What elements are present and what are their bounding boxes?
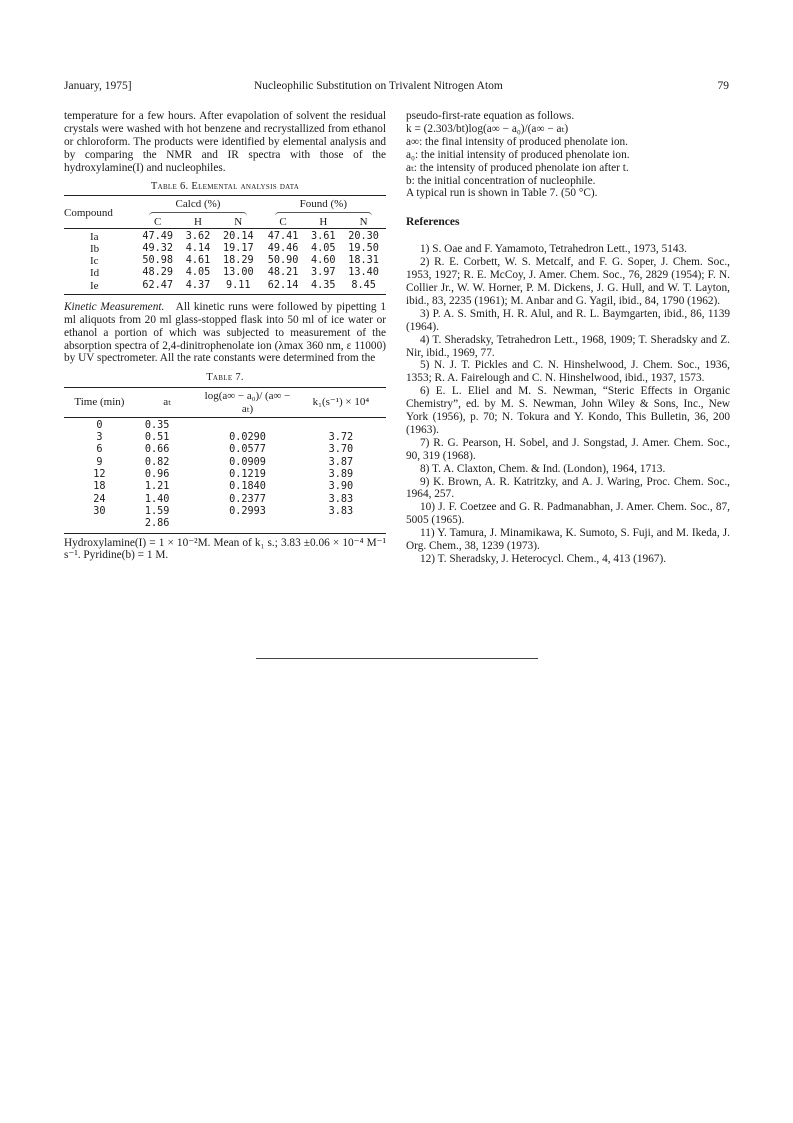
sub-header: C — [154, 215, 162, 228]
page-number: 79 — [717, 80, 729, 92]
reference-item: 4) T. Sheradsky, Tetrahedron Lett., 1968, 1909; T. Sheradsky and Z. Nir, ibid., 1969, 77. — [406, 333, 730, 359]
sub-header: N — [234, 215, 243, 228]
compound-cell: Ib — [90, 243, 100, 256]
value-cell: 13.40 — [348, 267, 379, 279]
value-cell: 49.32 — [142, 243, 174, 255]
value-cell: 20.14 — [216, 228, 261, 243]
table-row — [64, 267, 386, 279]
time-cell: 18 — [93, 481, 106, 493]
at-cell: 2.86 — [135, 518, 199, 533]
table-row — [64, 432, 386, 444]
experimental-paragraph: temperature for a few hours. After evapolation of solvent the residual crystals were washed with hot benzene and recrystallized from ethanol or chloroform. The products were identified by elemental analysis and by comparing the NMR and IR spectra with those of the hydroxylamine(I) and nucleophiles. — [64, 110, 386, 174]
col-found — [261, 196, 386, 216]
reference-item: 5) N. J. T. Pickles and C. N. Hinshelwood, J. Chem. Soc., 1936, 1353; R. A. Fairelough and C. N. Hinshelwood, ibid., 1937, 1573. — [406, 359, 730, 385]
value-cell: 13.00 — [222, 267, 254, 279]
definition-line: b: the initial concentration of nucleophile. — [406, 174, 596, 187]
kinetic-run-table — [64, 387, 386, 533]
col-time: Time (min) — [64, 388, 135, 418]
reference-item: 9) K. Brown, A. R. Katritzky, and A. J. Waring, Proc. Chem. Soc., 1964, 257. — [406, 475, 730, 501]
sub-header: H — [319, 215, 328, 228]
compound-cell: Ic — [90, 255, 99, 268]
value-cell: 48.29 — [142, 267, 174, 279]
value-cell: 50.90 — [267, 255, 299, 267]
at-cell: 0.51 — [144, 432, 170, 444]
sub-header: N — [359, 215, 368, 228]
time-cell: 30 — [93, 505, 106, 517]
value-cell: 18.29 — [222, 255, 254, 267]
value-cell: 50.98 — [142, 255, 174, 267]
header-date: January, 1975] — [64, 80, 132, 92]
log-cell: 0.2993 — [229, 505, 266, 517]
k-cell: 3.70 — [328, 444, 354, 456]
kinetic-text: All kinetic runs were followed by pipetting 1 ml aliquots from 20 ml glass-stopped flask into 50 ml of ice water or ethanol a portion of which was subjected to measurement of the absorption spectra of 2,4-dinitrophenolate ion (λmax 360 nm, ε 11000) by UV spectrometer. All the rate constants were determined from the — [64, 300, 386, 365]
at-cell: 0.82 — [144, 456, 170, 468]
table-row — [64, 228, 386, 243]
value-cell: 9.11 — [216, 280, 261, 295]
table-row — [64, 255, 386, 267]
definition-line: a₀: the initial intensity of produced phenolate ion. — [406, 148, 630, 161]
value-cell: 20.30 — [341, 228, 386, 243]
log-cell: 0.2377 — [229, 493, 266, 505]
table6-caption: Table 6. Elemental analysis data — [150, 180, 300, 192]
table-row — [64, 481, 386, 493]
at-cell: 1.21 — [144, 481, 170, 493]
col-calcd — [135, 196, 260, 216]
at-cell: 0.66 — [144, 444, 170, 456]
table-row — [64, 506, 386, 518]
calcd-label: Calcd (%) — [175, 198, 221, 211]
table-row — [64, 280, 386, 295]
log-cell: 0.0290 — [229, 432, 266, 444]
at-cell: 0.35 — [144, 419, 170, 431]
right-column — [406, 110, 730, 566]
found-label: Found (%) — [299, 198, 347, 211]
definition-line: aₜ: the intensity of produced phenolate ion after t. — [406, 161, 629, 174]
at-cell: 0.96 — [144, 469, 170, 481]
sub-header: C — [279, 215, 287, 228]
col-at: aₜ — [135, 388, 199, 418]
sub-header: H — [194, 215, 202, 228]
reference-item: 1) S. Oae and F. Yamamoto, Tetrahedron Lett., 1973, 5143. — [420, 243, 687, 256]
value-cell: 4.60 — [311, 255, 336, 267]
value-cell: 18.31 — [348, 255, 379, 267]
value-cell: 47.49 — [135, 228, 180, 243]
table7-caption: Table 7. — [206, 372, 244, 384]
definition-line: a∞: the final intensity of produced phenolate ion. — [406, 135, 629, 148]
table-row — [64, 457, 386, 469]
table-row — [64, 417, 386, 432]
value-cell: 8.45 — [341, 280, 386, 295]
reference-item: 7) R. G. Pearson, H. Sobel, and J. Songstad, J. Amer. Chem. Soc., 90, 319 (1968). — [406, 436, 730, 462]
k-cell — [296, 417, 386, 432]
time-cell: 6 — [96, 444, 103, 456]
table-row — [64, 494, 386, 506]
compound-cell: Ie — [64, 280, 135, 295]
k-cell: 3.72 — [328, 432, 354, 444]
value-cell: 4.35 — [305, 280, 341, 295]
running-header — [64, 80, 729, 96]
log-cell: 0.0577 — [229, 444, 266, 456]
table-row — [64, 444, 386, 456]
col-k: k₁(s⁻¹) × 10⁴ — [296, 388, 386, 418]
value-cell: 4.05 — [311, 243, 336, 255]
rate-intro: pseudo-first-rate equation as follows. — [406, 110, 575, 122]
elemental-analysis-table — [64, 195, 386, 294]
time-cell: 3 — [96, 432, 103, 444]
time-cell — [64, 518, 135, 533]
time-cell: 0 — [96, 419, 103, 431]
table-row — [64, 243, 386, 255]
value-cell: 4.37 — [180, 280, 216, 295]
col-log: log(a∞ − a₀)/ (a∞ − aₜ) — [199, 388, 296, 418]
compound-cell: Id — [90, 267, 100, 280]
value-cell: 47.41 — [261, 228, 306, 243]
typical-run-note: A typical run is shown in Table 7. (50 °C). — [406, 187, 598, 200]
at-cell: 1.59 — [144, 505, 170, 517]
value-cell: 3.61 — [305, 228, 341, 243]
k-cell: 3.83 — [328, 505, 354, 517]
value-cell: 62.14 — [261, 280, 306, 295]
end-rule — [256, 658, 538, 659]
reference-item: 8) T. A. Claxton, Chem. & Ind. (London), 1964, 1713. — [420, 462, 666, 475]
col-compound: Compound — [64, 196, 135, 228]
time-cell: 24 — [93, 493, 106, 505]
kinetic-paragraph — [64, 301, 386, 366]
log-cell: 0.0909 — [229, 456, 266, 468]
kinetic-lead: Kinetic Measurement. — [64, 300, 165, 313]
time-cell: 12 — [93, 469, 106, 481]
value-cell: 4.05 — [185, 267, 211, 279]
rate-equation: k = (2.303/bt)log(a∞ − a₀)/(a∞ − aₜ) — [406, 122, 569, 135]
compound-cell: Ia — [64, 228, 135, 243]
value-cell: 48.21 — [267, 267, 299, 279]
table7-footnote: Hydroxylamine(I) = 1 × 10⁻²M. Mean of k₁ s.; 3.83 ±0.06 × 10⁻⁴ M⁻¹ s⁻¹. Pyridine(b) = 1 M. — [64, 536, 386, 562]
k-cell: 3.90 — [328, 481, 354, 493]
table-row — [64, 518, 386, 533]
value-cell: 4.14 — [185, 243, 211, 255]
reference-item: 3) P. A. S. Smith, H. R. Alul, and R. L. Baymgarten, ibid., 86, 1139 (1964). — [406, 307, 730, 333]
k-cell: 3.83 — [328, 493, 354, 505]
log-cell: 0.1219 — [229, 469, 266, 481]
value-cell: 4.61 — [185, 255, 211, 267]
value-cell: 3.62 — [180, 228, 216, 243]
log-cell — [199, 417, 296, 432]
k-cell: 3.87 — [328, 456, 354, 468]
reference-item: 6) E. L. Eliel and M. S. Newman, “Steric Effects in Organic Chemistry”, ed. by M. S. Newman, John Wiley & Sons, Inc., New York (1956), p. 70; N. Tokura and Y. Kondo, This Bulletin, 36, 200 (1963). — [406, 385, 730, 436]
k-cell: 3.89 — [328, 469, 354, 481]
time-cell: 9 — [96, 456, 103, 468]
table-row — [64, 469, 386, 481]
log-cell — [199, 518, 296, 533]
at-cell: 1.40 — [144, 493, 170, 505]
value-cell: 62.47 — [135, 280, 180, 295]
value-cell: 3.97 — [311, 267, 336, 279]
left-column — [64, 110, 386, 562]
log-cell: 0.1840 — [229, 481, 266, 493]
reference-item: 12) T. Sheradsky, J. Heterocycl. Chem., 4, 413 (1967). — [420, 553, 667, 565]
references-heading: References — [406, 216, 460, 229]
reference-item: 11) Y. Tamura, J. Minamikawa, K. Sumoto, S. Fuji, and M. Ikeda, J. Org. Chem., 38, 1239 (1973). — [406, 527, 730, 553]
reference-item: 10) J. F. Coetzee and G. R. Padmanabhan, J. Amer. Chem. Soc., 87, 5005 (1965). — [406, 501, 730, 527]
header-title: Nucleophilic Substitution on Trivalent Nitrogen Atom — [254, 80, 503, 92]
reference-item: 2) R. E. Corbett, W. S. Metcalf, and F. G. Soper, J. Chem. Soc., 1953, 1927; R. E. McCoy, J. Amer. Chem. Soc., 76, 2829 (1954); F. N. Collier Jr., W. W. Horner, P. M. Dickens, J. G. Hull, and W. T. Layton, ibid., 83, 2235 (1961); M. Anbar and G. Yagil, ibid., 84, 1790 (1962). — [406, 256, 730, 307]
value-cell: 49.46 — [267, 243, 299, 255]
value-cell: 19.17 — [222, 243, 254, 255]
k-cell — [296, 518, 386, 533]
value-cell: 19.50 — [348, 243, 379, 255]
